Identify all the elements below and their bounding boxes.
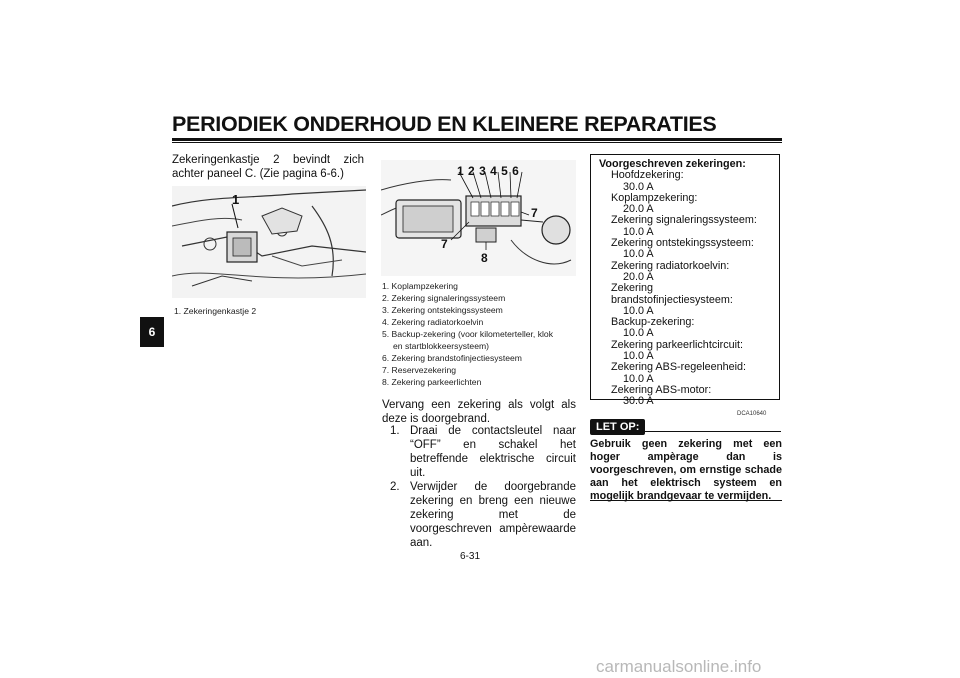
page-title: PERIODIEK ONDERHOUD EN KLEINERE REPARATIES bbox=[172, 112, 717, 136]
callout-2: 2 bbox=[468, 164, 475, 178]
legend-item: 3. Zekering ontstekingssysteem bbox=[382, 305, 503, 315]
watermark: carmanualsonline.info bbox=[596, 657, 762, 676]
callout-7-left: 7 bbox=[441, 237, 448, 251]
legend-item: 4. Zekering radiatorkoelvin bbox=[382, 317, 484, 327]
spec-item-name: Zekering radiatorkoelvin: bbox=[611, 259, 730, 272]
title-rule-thin bbox=[172, 142, 782, 143]
step-item: 2. Verwijder de doorgebrande zekering en breng een nieuwe zekering met de voorgeschreven ampèrewaarde aan. bbox=[390, 481, 576, 549]
replace-intro: Vervang een zekering als volgt als deze is doorgebrand. bbox=[382, 399, 576, 425]
fuse-spec-box bbox=[590, 154, 780, 408]
legend-item: en startblokkeersysteem) bbox=[393, 341, 489, 351]
spec-item-name: Zekering ABS-regeleenheid: bbox=[611, 361, 747, 374]
page-number: 6-31 bbox=[460, 551, 481, 562]
spec-item-value: 10.0 A bbox=[623, 372, 654, 385]
spec-item-name: Zekering brandstofinjectiesysteem: bbox=[611, 282, 733, 306]
fuse-box-photo bbox=[172, 186, 366, 298]
photo-callout-1: 1 bbox=[232, 192, 240, 207]
steps-list bbox=[390, 424, 576, 550]
step-item: 1. Draai de contactsleutel naar “OFF” en schakel het betreffende elektrische circuit uit. bbox=[390, 425, 576, 479]
spec-item-value: 30.0 A bbox=[623, 395, 654, 408]
callout-1: 1 bbox=[457, 164, 464, 178]
callout-6: 6 bbox=[512, 164, 519, 178]
title-rule bbox=[172, 138, 782, 141]
callout-7-right: 7 bbox=[531, 206, 538, 220]
callout-5: 5 bbox=[501, 164, 508, 178]
spec-item-name: Hoofdzekering: bbox=[611, 169, 684, 182]
legend-item: 6. Zekering brandstofinjectiesysteem bbox=[382, 353, 522, 363]
spec-item-value: 10.0 A bbox=[623, 327, 654, 340]
callout-4: 4 bbox=[490, 164, 497, 178]
intro-text: Zekeringenkastje 2 bevindt zich achter paneel C. (Zie pagina 6-6.) bbox=[172, 154, 364, 180]
spec-item-name: Zekering ABS-motor: bbox=[611, 383, 712, 396]
spec-item-value: 10.0 A bbox=[623, 248, 654, 261]
notice-end-rule bbox=[590, 500, 782, 501]
spec-item-value: 20.0 A bbox=[623, 203, 654, 216]
callout-3: 3 bbox=[479, 164, 486, 178]
spec-item-name: Zekering ontstekingssysteem: bbox=[611, 237, 754, 250]
legend-item: 1. Koplampzekering bbox=[382, 281, 458, 291]
spec-item-name: Zekering signaleringssysteem: bbox=[611, 214, 757, 227]
legend-item: 8. Zekering parkeerlichten bbox=[382, 377, 482, 387]
spec-item-value: 30.0 A bbox=[623, 180, 654, 193]
notice-rule bbox=[643, 431, 781, 432]
legend-item: 5. Backup-zekering (voor kilometerteller, klok bbox=[382, 329, 553, 339]
spec-item-name: Zekering parkeerlichtcircuit: bbox=[611, 338, 744, 351]
notice-code: DCA10640 bbox=[737, 411, 767, 417]
spec-item-name: Koplampzekering: bbox=[611, 191, 698, 204]
spec-item-value: 10.0 A bbox=[623, 350, 654, 363]
spec-item-value: 10.0 A bbox=[623, 225, 654, 238]
fuse-diagram bbox=[381, 160, 576, 276]
spec-item-value: 10.0 A bbox=[623, 304, 654, 317]
notice-badge: LET OP: bbox=[590, 419, 645, 435]
callout-8: 8 bbox=[481, 251, 488, 265]
spec-item-value: 20.0 A bbox=[623, 270, 654, 283]
spec-item-name: Backup-zekering: bbox=[611, 316, 695, 329]
spec-heading: Voorgeschreven zekeringen: bbox=[599, 158, 746, 170]
diagram-legend bbox=[382, 280, 553, 388]
chapter-tab: 6 bbox=[140, 317, 164, 347]
legend-item: 2. Zekering signaleringssysteem bbox=[382, 293, 506, 303]
notice-text: Gebruik geen zekering met een hoger ampèrage dan is voorgeschreven, om ernstige schade aan het elektrisch systeem en mogelijk brandgevaar te vermijden. bbox=[590, 438, 782, 502]
legend-item: 7. Reservezekering bbox=[382, 365, 457, 375]
photo-caption: 1. Zekeringenkastje 2 bbox=[174, 306, 257, 316]
